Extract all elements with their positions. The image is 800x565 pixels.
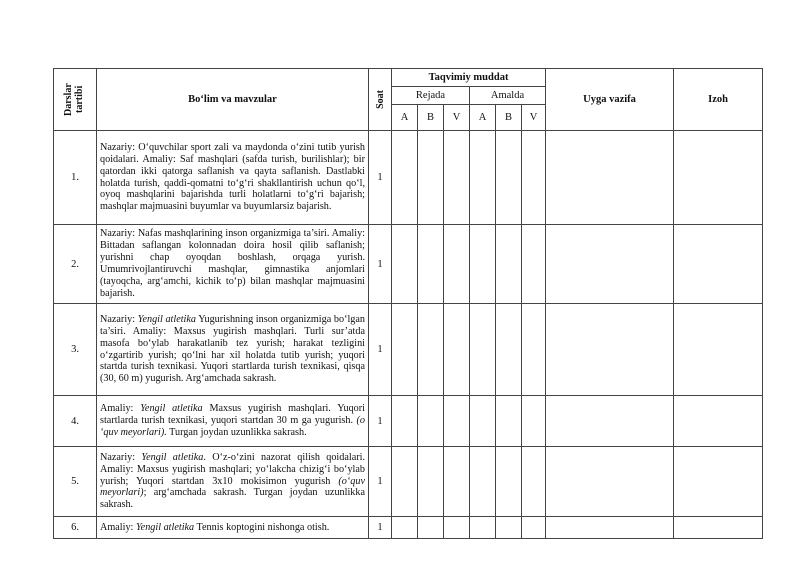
date-cell[interactable]: [418, 517, 444, 539]
table-row: [54, 131, 763, 225]
date-cell[interactable]: [496, 396, 522, 447]
date-cell[interactable]: [418, 131, 444, 225]
date-cell[interactable]: [470, 517, 496, 539]
date-cell[interactable]: [496, 304, 522, 396]
topic-text-part: Amaliy:: [100, 521, 136, 533]
izoh-header: Izoh: [674, 69, 763, 131]
lesson-plan-table: [53, 68, 763, 539]
uyga-vazifa-header: Uyga vazifa: [546, 69, 674, 131]
topic-text-part: . O‘z-o‘zini nazorat qilish qoidalari. Amaliy: Maxsus yugirish mashqlari; yo‘lakcha chizig‘i bo‘ylab yurish; Yuqori startdan 3x10 mokisimon yugurish: [100, 451, 365, 487]
topic-text-part: Amaliy:: [100, 403, 141, 415]
lesson-topic: [97, 396, 369, 447]
lesson-number: 2.: [54, 225, 97, 304]
topic-text-part: (o ‘quv meyorlari).: [100, 415, 365, 438]
darslar-tartibi-header: Darslar tartibi: [54, 69, 97, 131]
date-cell[interactable]: [418, 225, 444, 304]
date-cell[interactable]: [522, 517, 546, 539]
sub-header-v: V: [522, 105, 546, 131]
date-cell[interactable]: [470, 225, 496, 304]
homework-cell[interactable]: [546, 396, 674, 447]
rejada-header: Rejada: [392, 87, 470, 105]
date-cell[interactable]: [522, 447, 546, 517]
lesson-number: 3.: [54, 304, 97, 396]
lesson-topic: [97, 225, 369, 304]
lesson-hours: 1: [369, 447, 392, 517]
sub-header-b: B: [418, 105, 444, 131]
notes-cell[interactable]: [674, 304, 763, 396]
lesson-hours: 1: [369, 225, 392, 304]
lesson-number: 1.: [54, 131, 97, 225]
lesson-topic: [97, 131, 369, 225]
lesson-number: 6.: [54, 517, 97, 539]
date-cell[interactable]: [496, 225, 522, 304]
amalda-header: Amalda: [470, 87, 546, 105]
date-cell[interactable]: [418, 304, 444, 396]
lesson-hours: 1: [369, 131, 392, 225]
bolim-header: Bo‘lim va mavzular: [97, 69, 369, 131]
topic-text-part: Nazariy:: [100, 313, 138, 325]
lesson-hours: 1: [369, 396, 392, 447]
date-cell[interactable]: [444, 304, 470, 396]
topic-text-part: Yugurishning inson organizmiga bo‘lgan ta’siri. Amaliy: Maxsus yugirish mashqlari. Turli sur’atda masofa bo‘ylab harakatlanib tez yurish; harakat tezligini o‘zgartirib yurish; qo‘lni har xil holatda tutib yurish; yuqori startda turish texnikasi. Yuqori startlarda turish texnikasi, qisqa (30, 60 m) yugurish. Arg‘amchada sakrash.: [100, 313, 366, 385]
notes-cell[interactable]: [674, 225, 763, 304]
date-cell[interactable]: [444, 447, 470, 517]
table-row: [54, 447, 763, 517]
date-cell[interactable]: [444, 225, 470, 304]
sub-header-v: V: [444, 105, 470, 131]
notes-cell[interactable]: [674, 396, 763, 447]
topic-text-part: Yengil atletika: [137, 313, 197, 325]
soat-header: Soat: [369, 69, 392, 131]
date-cell[interactable]: [418, 396, 444, 447]
date-cell[interactable]: [522, 304, 546, 396]
date-cell[interactable]: [470, 131, 496, 225]
date-cell[interactable]: [470, 447, 496, 517]
topic-text-part: Yengil atletika: [140, 403, 203, 415]
table-row: [54, 517, 763, 539]
homework-cell[interactable]: [546, 447, 674, 517]
topic-text-part: (o‘quv meyorlari): [100, 475, 365, 499]
lesson-number: 4.: [54, 396, 97, 447]
topic-text-part: Turgan joydan uzunlikka sakrash.: [166, 426, 307, 438]
topic-text-part: Tennis koptogini nishonga otish.: [194, 521, 330, 533]
lesson-hours: 1: [369, 304, 392, 396]
topic-text-part: Yengil atletika: [135, 521, 195, 533]
table-row: [54, 396, 763, 447]
date-cell[interactable]: [444, 517, 470, 539]
lesson-number: 5.: [54, 447, 97, 517]
table-row: [54, 304, 763, 396]
topic-text-part: Nazariy:: [100, 451, 142, 463]
taqvimiy-header: Taqvimiy muddat: [392, 69, 546, 87]
date-cell[interactable]: [418, 447, 444, 517]
lesson-topic: [97, 304, 369, 396]
lesson-topic: [97, 447, 369, 517]
topic-text-part: Maxsus yugirish mashqlari. Yuqori startlarda turish texnikasi, yuqori startdan 30 m ga yugurish.: [100, 403, 365, 427]
date-cell[interactable]: [522, 131, 546, 225]
topic-text-part: Nazariy: Nafas mashqlarining inson organizmiga ta’siri. Amaliy: Bittadan saflangan kolonnadan doira hosil qilib saflanish; yurishni chap oyoqdan boshlash, orqaga yurish. Umumrivojlantiruvchi mashqlar, gimnastika anjomlari (tayoqcha, arg‘amchi, kichik to‘p) bilan mashqlar majmuasini bajarish.: [100, 228, 365, 299]
date-cell[interactable]: [470, 304, 496, 396]
notes-cell[interactable]: [674, 447, 763, 517]
topic-text-part: Nazariy: O‘quvchilar sport zali va maydonda o‘zini tutib yurish qoidalari. Amaliy: Saf mashqlari (safda turish, burilishlar); bir qatordan ikki qatorga saflanish va qayta saflanish. Dastlabki holatda turish, qaddi-qomatni to‘g‘ri shakllantirish uchun qo‘l, oyoq mashqlarini bajarishda turli holatlarni to‘g‘ri bajarish; mashqlar majmuasini buyumlar va buyumlarsiz bajarish.: [100, 141, 365, 213]
date-cell[interactable]: [392, 396, 418, 447]
date-cell[interactable]: [392, 131, 418, 225]
lesson-hours: 1: [369, 517, 392, 539]
homework-cell[interactable]: [546, 517, 674, 539]
date-cell[interactable]: [392, 225, 418, 304]
notes-cell[interactable]: [674, 517, 763, 539]
lesson-topic: [97, 517, 369, 539]
notes-cell[interactable]: [674, 131, 763, 225]
sub-header-a: A: [470, 105, 496, 131]
date-cell[interactable]: [522, 225, 546, 304]
homework-cell[interactable]: [546, 225, 674, 304]
date-cell[interactable]: [496, 447, 522, 517]
date-cell[interactable]: [470, 396, 496, 447]
date-cell[interactable]: [392, 447, 418, 517]
topic-text-part: ; arg‘amchada sakrash. Turgan joydan uzunlikka sakrash.: [100, 487, 365, 511]
homework-cell[interactable]: [546, 131, 674, 225]
date-cell[interactable]: [444, 396, 470, 447]
date-cell[interactable]: [392, 517, 418, 539]
date-cell[interactable]: [496, 131, 522, 225]
sub-header-a: A: [392, 105, 418, 131]
date-cell[interactable]: [496, 517, 522, 539]
sub-header-b: B: [496, 105, 522, 131]
date-cell[interactable]: [392, 304, 418, 396]
date-cell[interactable]: [522, 396, 546, 447]
table-row: [54, 225, 763, 304]
date-cell[interactable]: [444, 131, 470, 225]
homework-cell[interactable]: [546, 304, 674, 396]
topic-text-part: Yengil atletika: [141, 451, 204, 463]
